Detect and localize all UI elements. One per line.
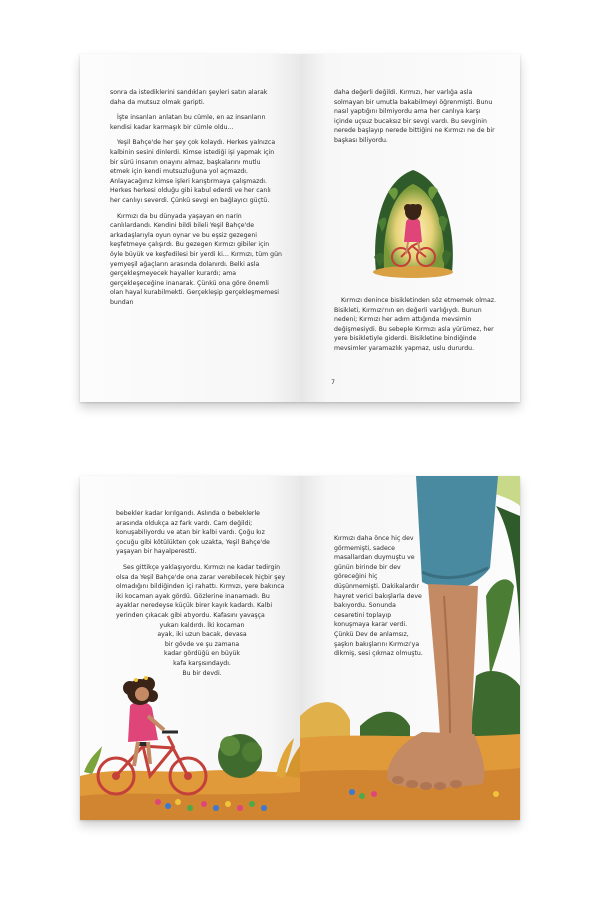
text-line: kafa karşısındaydı. bbox=[173, 659, 231, 667]
text-line: yukarı kaldırdı. İki kocaman bbox=[159, 621, 245, 629]
paragraph: Kırmızı daha önce hiç dev görmemişti, sadece masallardan duymuştu ve günün birinde bir dev göreceğini hiç düşünmemişti. Dakikalardır hayret verici bakışlarla deve bakıyordu. Sonunda cesaretini toplayıp konuşmaya karar verdi. Çünkü Dev de anlamsız, şaşkın bakışlarını Kırmızı'ya dikmiş, sesi çıkmaz olmuştu. bbox=[334, 535, 423, 658]
right-page bbox=[300, 476, 520, 820]
right-page-text-top bbox=[334, 88, 496, 152]
paragraph: Yeşil Bahçe'de her şey çok kolaydı. Herkes yalnızca kalbinin sesini dinlerdi. Kimse istediği işi yapmak için bir sürü insanın onayını almaz, başkalarını mutlu etmek için kendi mutsuzluğuna yol açmazdı. Anlayacağınız kimse işleri karıştırmaya çalışmazdı. Herkes herkesi olduğu gibi kabul ederdi ve her canlı her canlıyı severdi. Çünkü sevgi en bağlayıcı güçtü. bbox=[110, 139, 276, 204]
paragraph: Kırmızı denince bisikletinden söz etmemek olmaz. Bisikleti, Kırmızı'nın en değerli varlığıydı. Bunun nedeni; Kırmızı her adım attığında mevsimin değişmesiydi. Bu sebeple Kırmızı asla yürümez, her yere bisikletiyle giderdi. Bisikletine bindiğinde mevsimler yaramazlık yapmaz, uslu dururdu. bbox=[334, 297, 496, 352]
text-line: bir gövde ve şu zamana bbox=[164, 640, 240, 648]
right-page-text-bottom bbox=[334, 296, 496, 360]
text-line: kadar gördüğü en büyük bbox=[163, 650, 241, 658]
left-page bbox=[80, 476, 300, 820]
left-page-text bbox=[110, 88, 282, 313]
book-spread-top bbox=[80, 54, 520, 402]
right-page-text bbox=[334, 534, 424, 665]
paragraph: İşte insanları anlatan bu cümle, en az insanların kendisi kadar karmaşık bir cümle oldu… bbox=[110, 114, 266, 131]
page-number: 7 bbox=[331, 379, 335, 386]
paragraph: bebekler kadar kırılgandı. Aslında o bebeklerle arasında oldukça az fark vardı. Cam değildi; konuşabiliyordu ve atan bir kalbi vardı. Çoğu kız çocuğu gibi kötülükten çok uzakta, Yeşil Bahçe'de yaşayan bir hayalperestti. bbox=[116, 510, 270, 556]
text-line: ayak, iki uzun bacak, devasa bbox=[157, 631, 247, 639]
book-spread-bottom bbox=[80, 476, 520, 820]
text-line: Bu bir devdi. bbox=[182, 669, 222, 677]
girl-bicycle-illustration bbox=[368, 162, 458, 280]
paragraph: Ses gittikçe yaklaşıyordu. Kırmızı ne kadar tedirgin olsa da Yeşil Bahçe'de ona zarar verebilecek hiçbir şey olmadığını bildiğinden içi rahattı. Kırmızı, yere bakınca iki kocaman ayak gördü. Gözlerine inanamadı. Bu ayaklar neredeyse küçük birer kayık kadardı. Kalbi yerinden çıkacak gibi atıyordu. Kafasını yavaşça bbox=[116, 563, 285, 619]
paragraph: Kırmızı da bu dünyada yaşayan en narin canlılardandı. Kendini bildi bileli Yeşil Bahçe'de arkadaşlarıyla oyun oynar ve bu eşsiz gezegeni keşfetmeye çalışırdı. Bu gezegen Kırmızı gibiler için öyle büyük ve keşfedilesi bir yerdi ki… Kırmızı, tüm gün yemyeşil ağaçların arasında dolanırdı. Belki asla gerçekleşmeyecek hayaller kurardı; ama gerçekleşeceğine inanarak. Çünkü ona göre önemli olan hayal kurabilmekti. Gerçekleşip gerçekleşmemesi bundan bbox=[110, 212, 282, 306]
paragraph: sonra da istediklerini sandıkları şeyleri satın alarak daha da mutsuz olmak garipti. bbox=[110, 89, 268, 106]
left-page-text bbox=[116, 509, 288, 678]
right-page bbox=[300, 54, 520, 402]
paragraph: daha değerli değildi. Kırmızı, her varlığa asla solmayan bir umutla bakabilmeyi öğrenmişti. Bunu nasıl yaptığını bilmiyordu ama her canlıya karşı içinde uçsuz bucaksız bir sevgi vardı. Bu sevginin nerede başlayıp nerede bittiğini ne Kırmızı ne de bir başkası biliyordu. bbox=[334, 89, 495, 144]
left-page bbox=[80, 54, 300, 402]
girl-with-bicycle-illustration bbox=[88, 666, 218, 806]
